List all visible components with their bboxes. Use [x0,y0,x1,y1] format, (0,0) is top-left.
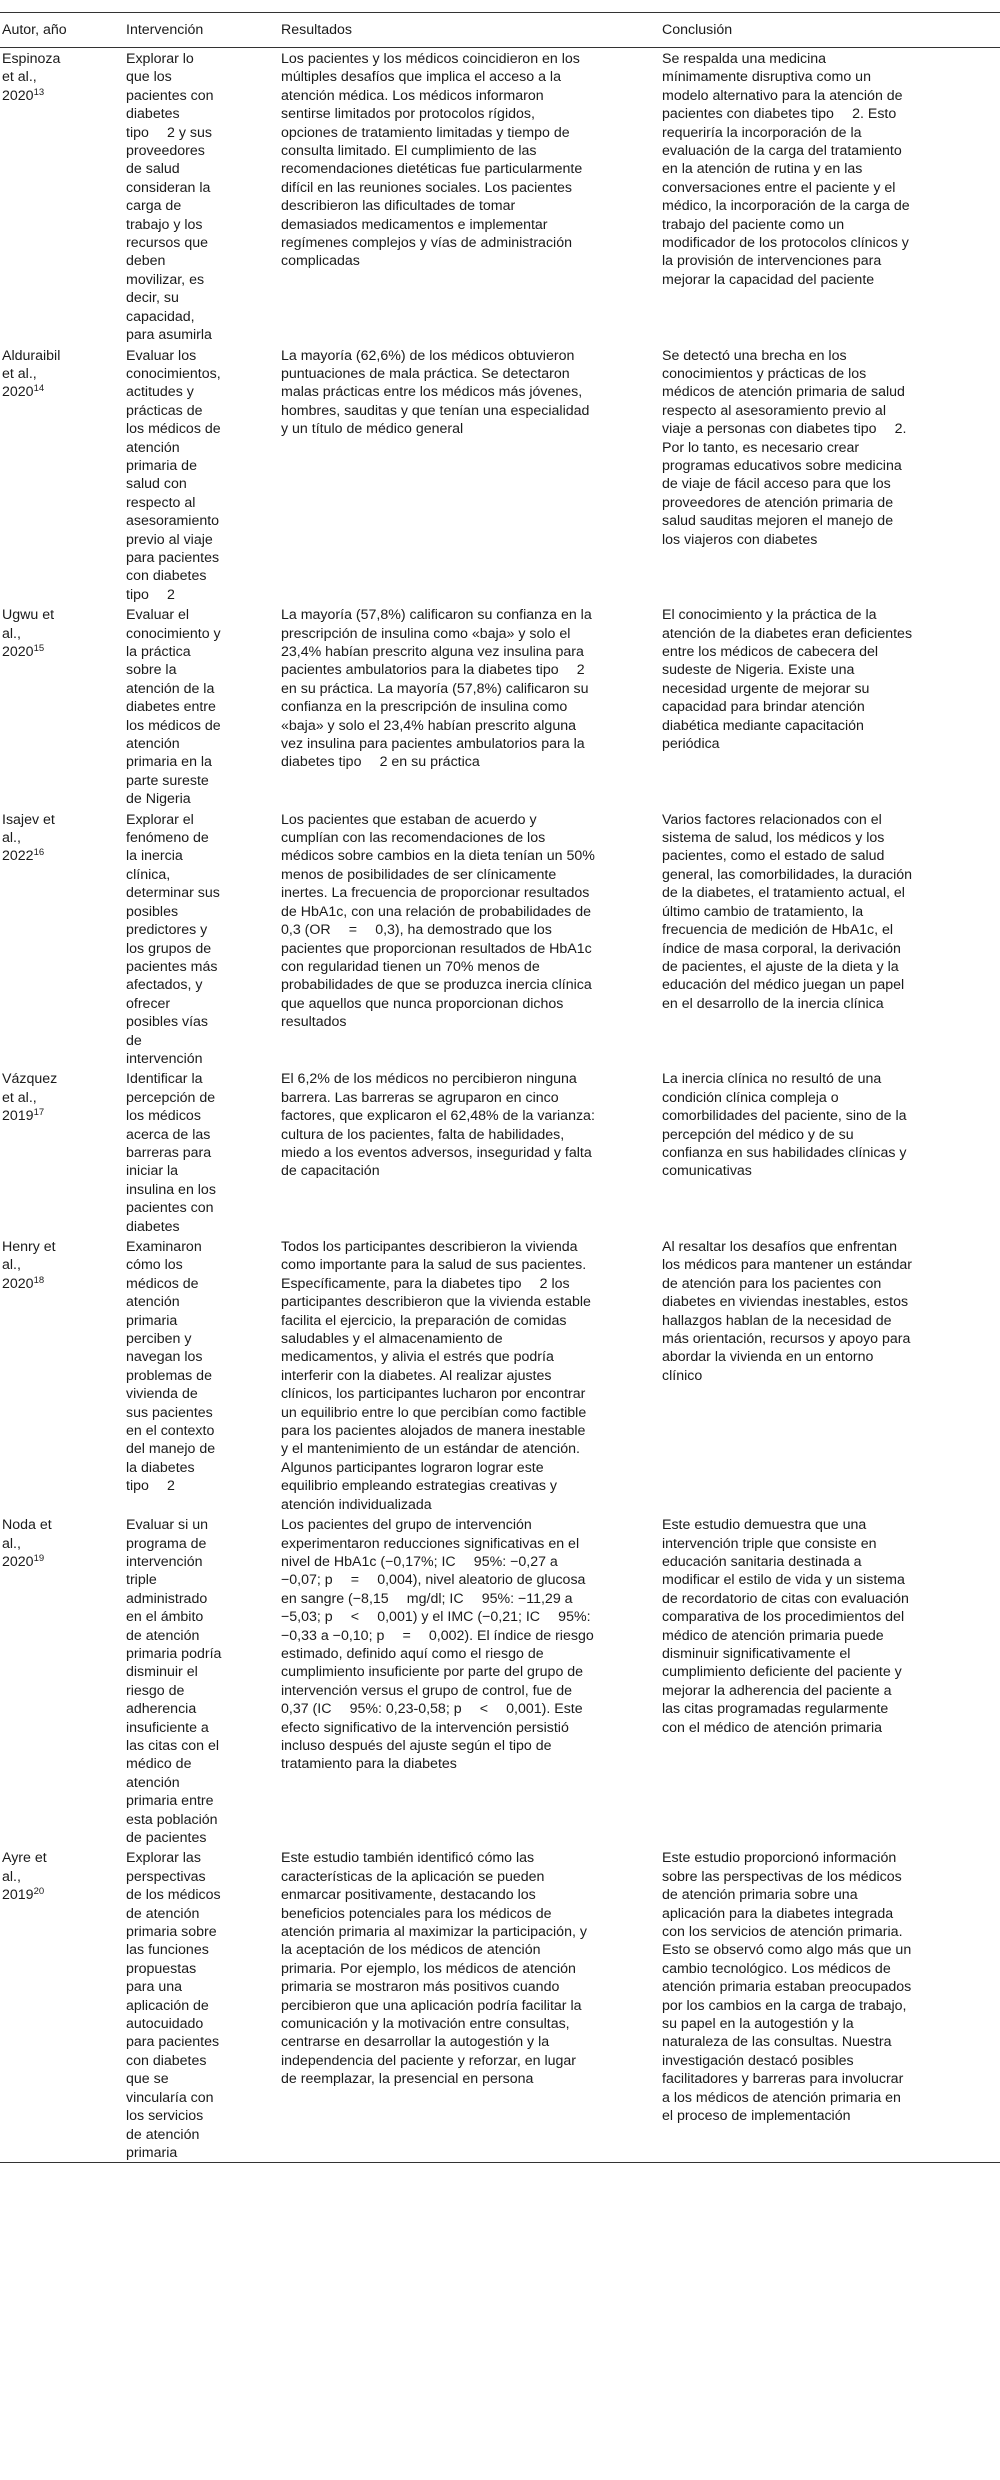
cell-conclusion: Este estudio demuestra que una intervención triple que consiste en educación sanitaria destinada a modificar el estilo de vida y un sistema de recordatorio de citas con evaluación comparativa de los procedimientos del médico de atención primaria puede disminuir significativamente el cumplimiento deficiente del paciente y mejorar la adherencia del paciente a las citas programadas regularmente con el médico de atención primaria [662,1517,909,1736]
cell-intervention: Evaluar si un programa de intervención triple administrado en el ámbito de atención primaria podría disminuir el riesgo de adherencia insuficiente a las citas con el médico de atención primaria entre esta población de pacientes [126,1517,222,1846]
table-row [0,1514,1000,1847]
author-text: Henry et al., 2020 [2,1239,56,1292]
studies-table [0,12,1000,2163]
reference-number: 13 [33,86,45,98]
table-row [0,1236,1000,1514]
table-row [0,345,1000,605]
cell-conclusion: Al resaltar los desafíos que enfrentan los médicos para mantener un estándar de atención para los pacientes con diabetes en viviendas inestables, estos hallazgos hablan de la necesidad de más orientación, recursos y apoyo para abordar la vivienda en un entorno clínico [662,1239,912,1384]
cell-author [0,1514,124,1847]
table-row [0,604,1000,808]
cell-intervention: Identificar la percepción de los médicos acerca de las barreras para iniciar la insulina en los pacientes con diabetes [126,1071,216,1235]
cell-results: Este estudio también identificó cómo las características de la aplicación se pueden enmarcar positivamente, destacando los beneficios potenciales para los médicos de atención primaria al maximizar la participación, y la aceptación de los médicos de atención primaria. Por ejemplo, los médicos de atención primaria se mostraron más positivos cuando percibieron que una aplicación podría facilitar la comunicación y la motivación entre consultas, centrarse en desarrollar la autogestión y la independencia del paciente y reforzar, en lugar de reemplazar, la presencial en persona [281,1850,587,2088]
cell-results: El 6,2% de los médicos no percibieron ninguna barrera. Las barreras se agruparon en cinco factores, que explicaron el 62,48% de la varianza: cultura de los pacientes, falta de habilidades, miedo a los eventos adversos, inseguridad y falta de capacitación [281,1071,595,1180]
cell-author [0,604,124,808]
cell-intervention: Evaluar el conocimiento y la práctica sobre la atención de la diabetes entre los médicos de atención primaria en la parte sureste de Nigeria [126,607,221,808]
cell-author [0,1236,124,1514]
cell-intervention: Explorar lo que los pacientes con diabetes tipo 2 y sus proveedores de salud consideran la carga de trabajo y los recursos que deben movilizar, es decir, su capacidad, para asumirla [126,51,214,344]
author-text: Vázquez et al., 2019 [2,1071,58,1125]
author-text: Ayre et al., 2019 [2,1850,47,1904]
header-results: Resultados [281,21,352,38]
cell-results: Los pacientes del grupo de intervención experimentaron reducciones significativas en el nivel de HbA1c (−0,17%; IC 95%: −0,27 a −0,07; p = 0,004), nivel aleatorio de glucosa en sangre (−8,15 mg/dl; IC 95%: −11,29 a −5,03; p < 0,001) y el IMC (−0,21; IC 95%: −0,33 a −0,10; p = 0,002). El índice de riesgo estimado, definido aquí como el riesgo de cumplimiento insuficiente por parte del grupo de intervención versus el grupo de control, fue de 0,37 (IC 95%: 0,23-0,58; p < 0,001). Este efecto significativo de la intervención persistió incluso después del ajuste según el tipo de tratamiento para la diabetes [281,1517,594,1773]
reference-number: 18 [33,1274,45,1286]
cell-results: La mayoría (62,6%) de los médicos obtuvieron puntuaciones de mala práctica. Se detectaron malas prácticas entre los médicos más jóvenes, hombres, sauditas y que tenían una especialidad y un título de médico general [281,347,590,438]
cell-author [0,345,124,605]
cell-results: La mayoría (57,8%) calificaron su confianza en la prescripción de insulina como «baja» y solo el 23,4% habían prescrito alguna vez insulina para pacientes ambulatorios para la diabetes tipo 2 en su práctica. La mayoría (57,8%) calificaron su confianza en la prescripción de insulina como «baja» y solo el 23,4% habían prescrito alguna vez insulina para pacientes ambulatorios para la diabetes tipo 2 en su práctica [281,607,592,771]
table-row [0,1068,1000,1236]
reference-number: 20 [33,1886,45,1898]
cell-author [0,48,124,345]
cell-results: Los pacientes que estaban de acuerdo y cumplían con las recomendaciones de los médicos sobre cambios en la dieta tenían un 50% menos de posibilidades de ser clínicamente inertes. La frecuencia de proporcionar resultados de HbA1c, con una relación de probabilidades de 0,3 (OR = 0,3), ha demostrado que los pacientes que proporcionan resultados de HbA1c con regularidad tienen un 70% menos de probabilidades de que se produzca inercia clínica que aquellos que nunca proporcionan dichos resultados [281,811,595,1031]
header-conclusion: Conclusión [662,21,733,38]
cell-author [0,809,124,1069]
author-text: Alduraibil et al., 2020 [2,347,61,401]
table-row [0,48,1000,345]
reference-number: 15 [33,643,45,654]
author-text: Isajev et al., 2022 [2,811,55,865]
cell-conclusion: La inercia clínica no resultó de una condición clínica compleja o comorbilidades del paciente, sino de la percepción del médico y de su confianza en sus habilidades clínicas y comunicativas [662,1071,907,1180]
table-row [0,809,1000,1069]
cell-intervention: Explorar las perspectivas de los médicos de atención primaria sobre las funciones propuestas para una aplicación de autocuidado para pacientes con diabetes que se vincularía con los servicios de atención primaria [126,1850,221,2161]
cell-intervention: Explorar el fenómeno de la inercia clínica, determinar sus posibles predictores y los grupos de pacientes más afectados, y ofrecer posibles vías de intervención [126,811,220,1067]
author-text: Noda et al., 2020 [2,1517,52,1570]
cell-conclusion: Se respalda una medicina mínimamente disruptiva como un modelo alternativo para la atención de pacientes con diabetes tipo 2. Esto requeriría la incorporación de la evaluación de la carga del tratamiento en la atención de rutina y en las conversaciones entre el paciente y el médico, la incorporación de la carga de trabajo del paciente como un modificador de los protocolos clínicos y la provisión de intervenciones para mejorar la capacidad del paciente [662,51,910,288]
cell-conclusion: Se detectó una brecha en los conocimientos y prácticas de los médicos de atención primaria de salud respecto al asesoramiento previo al viaje a personas con diabetes tipo 2. Por lo tanto, es necesario crear programas educativos sobre medicina de viaje de fácil acceso para que los proveedores de atención primaria de salud sauditas mejoren el manejo de los viajeros con diabetes [662,347,907,548]
cell-intervention: Examinaron cómo los médicos de atención primaria perciben y navegan los problemas de vivienda de sus pacientes en el contexto del manejo de la diabetes tipo 2 [126,1239,216,1495]
reference-number: 19 [33,1552,45,1564]
cell-conclusion: Este estudio proporcionó información sobre las perspectivas de los médicos de atención primaria sobre una aplicación para la diabetes integrada con los servicios de atención primaria. Esto se observó como algo más que un cambio tecnológico. Los médicos de atención primaria estaban preocupados por los cambios en la carga de trabajo, su papel en la autogestión y la naturaleza de las consultas. Nuestra investigación destacó posibles facilitadores y barreras para involucrar a los médicos de atención primaria en el proceso de implementación [662,1850,912,2125]
reference-number: 17 [33,1107,45,1119]
header-intervention: Intervención [126,21,204,38]
table-row [0,1847,1000,2162]
cell-author [0,1847,124,2162]
reference-number: 16 [33,847,45,859]
table-header-row [0,13,1000,48]
cell-conclusion: Varios factores relacionados con el sistema de salud, los médicos y los pacientes, como el estado de salud general, las comorbilidades, la duración de la diabetes, el tratamiento actual, el último cambio de tratamiento, la frecuencia de medición de HbA1c, el índice de masa corporal, la derivación de pacientes, el ajuste de la dieta y la educación del médico juegan un papel en el desarrollo de la inercia clínica [662,811,912,1012]
cell-results: Los pacientes y los médicos coincidieron en los múltiples desafíos que implica el acceso a la atención médica. Los médicos informaron sentirse limitados por protocolos rígidos, opciones de tratamiento limitadas y tiempo de consulta limitado. El cumplimiento de las recomendaciones dietéticas fue particularmente difícil en las reuniones sociales. Los pacientes describieron las dificultades de tomar demasiados medicamentos e implementar regímenes complejos y vías de administración complicadas [281,51,583,270]
author-text: Ugwu et al., 2020 [2,607,55,660]
author-text: Espinoza et al., 2020 [2,51,61,104]
cell-conclusion: El conocimiento y la práctica de la atención de la diabetes eran deficientes entre los médicos de cabecera del sudeste de Nigeria. Existe una necesidad urgente de mejorar su capacidad para brindar atención diabética mediante capacitación periódica [662,607,913,753]
header-author-year: Autor, año [2,21,67,38]
cell-author [0,1068,124,1236]
cell-intervention: Evaluar los conocimientos, actitudes y prácticas de los médicos de atención primaria de salud con respecto al asesoramiento previo al viaje para pacientes con diabetes tipo 2 [126,347,221,603]
reference-number: 14 [33,383,45,395]
cell-results: Todos los participantes describieron la vivienda como importante para la salud de sus pacientes. Específicamente, para la diabetes tipo 2 los participantes describieron que la vivienda estable facilita el ejercicio, la preparación de comidas saludables y el almacenamiento de medicamentos, y alivia el estrés que podría interferir con la diabetes. Al realizar ajustes clínicos, los participantes lucharon por encontrar un equilibrio entre lo que percibían como factible para los pacientes alojados de manera inestable y el mantenimiento de un estándar de atención. Algunos participantes lograron lograr este equilibrio empleando estrategias creativas y atención individualizada [281,1239,591,1513]
